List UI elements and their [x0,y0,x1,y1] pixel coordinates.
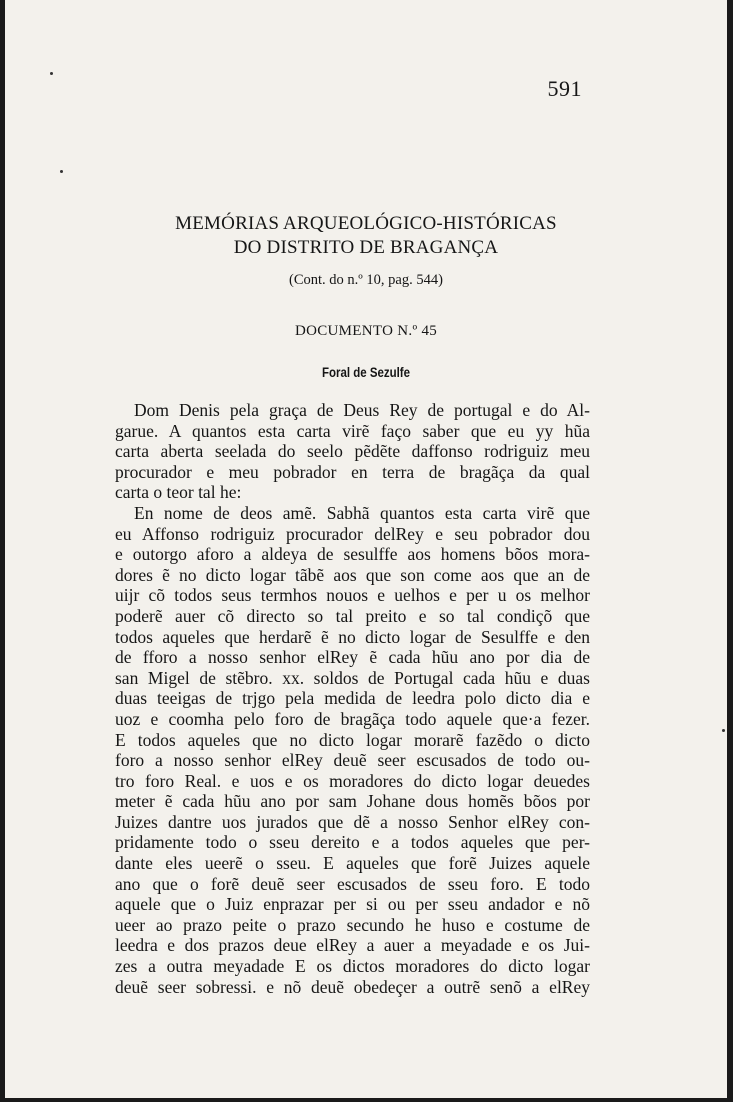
body-line: de fforo a nosso senhor elRey ẽ cada hũu ano por dia de [115,647,590,668]
body-line: dante eles ueerẽ o sseu. E aqueles que forẽ Juizes aquele [115,853,590,874]
body-line: carta o teor tal he: [115,482,242,503]
body-line: dores ẽ no dicto logar tãbẽ aos que son come aos que an de [115,564,590,585]
body-line: meter ẽ cada hũu ano por sam Johane dous homẽs bõos por [115,791,590,812]
body-line: duas teeigas de trjgo pela medida de leedra polo dicto dia e [115,688,590,709]
body-line: zes a outra meyadade E os dictos moradores do dicto logar [115,956,590,977]
continuation-note: (Cont. do n.º 10, pag. 544) [289,272,443,288]
body-line: eu Affonso rodriguiz procurador delRey e seu pobrador dou [115,523,590,544]
document-body [115,400,590,997]
article-title [5,212,727,260]
body-line: san Migel de stẽbro. xx. soldos de Portugal cada hũu e duas [115,667,590,688]
body-line: pridamente todo o sseu dereito e a todos aqueles que per- [115,832,590,853]
scan-speck-icon [50,72,53,75]
body-line: ueer ao prazo peite o prazo secundo he huso e costume de [115,914,590,935]
body-line: E todos aqueles que no dicto logar morarẽ fazẽdo o dicto [115,729,590,750]
document-subtitle: Foral de Sezulfe [321,364,411,380]
body-line: procurador e meu pobrador en terra de bragãça da qual [115,461,590,482]
body-line: todos aqueles que herdarẽ ẽ no dicto logar de Sesulffe e den [115,626,590,647]
body-line: poderẽ auer cõ directo so tal preito e so tal condiçõ que [115,605,590,626]
body-line: leedra e dos prazos deue elRey a auer a meyadade e os Jui- [115,935,590,956]
body-line: deuẽ seer sobressi. e nõ deuẽ obedeçer a outrẽ senõ a elRey [115,976,590,997]
body-line: e outorgo aforo a aldeya de sesulffe aos homens bõos mora- [115,544,590,565]
body-line: uoz e coomha pelo foro de bragãça todo aquele que·a fezer. [115,708,590,729]
article-title-line-2: DO DISTRITO DE BRAGANÇA [233,237,499,258]
body-line: tro foro Real. e uos e os moradores do dicto logar deuedes [115,770,590,791]
scan-speck-icon [722,729,725,732]
body-line: carta aberta seelada do seelo pẽdẽte daffonso rodriguiz meu [115,441,590,462]
body-line: garue. A quantos esta carta virẽ faço saber que eu yy hũa [115,420,590,441]
page-number: 591 [547,76,582,101]
body-line: ano que o forẽ deuẽ seer escusados de sseu foro. E todo [115,873,590,894]
document-heading: DOCUMENTO N.º 45 [294,323,438,339]
body-line: Juizes dantre uos jurados que dẽ a nosso Senhor elRey con- [115,811,590,832]
body-line: aquele que o Juiz enprazar per si ou per sseu andador e nõ [115,894,590,915]
body-line: En nome de deos amẽ. Sabhã quantos esta carta virẽ que [134,502,590,523]
article-title-line-1: MEMÓRIAS ARQUEOLÓGICO-HISTÓRICAS [175,213,557,234]
body-line: foro a nosso senhor elRey deuẽ seer escusados de todo ou- [115,750,590,771]
body-line: Dom Denis pela graça de Deus Rey de portugal e do Al- [134,400,590,420]
scan-speck-icon [60,170,63,173]
body-line: uijr cõ todos seus termhos nouos e uelhos e per u os melhor [115,585,590,606]
